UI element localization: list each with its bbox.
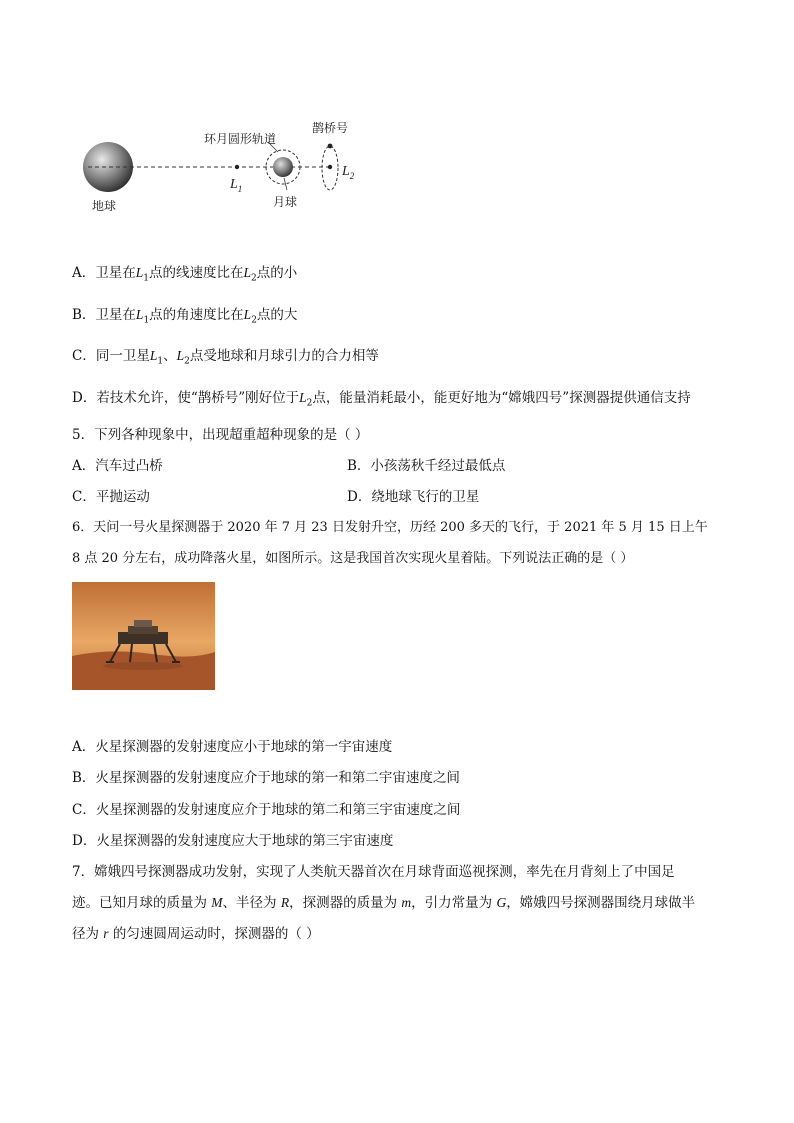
q6-stem-line-2: 8 点 20 分左右，成功降落火星，如图所示。这是我国首次实现火星着陆。下列说法正确的是（ ） [72, 551, 634, 566]
q6-stem-line-1: 6．天问一号火星探测器于 2020 年 7 月 23 日发射升空，历经 200 多天的飞行，于 2021 年 5 月 15 日上午 [72, 520, 708, 535]
q4-option-d: D．若技术允许，使“鹊桥号”刚好位于$L_2$点，能量消耗最小，能更好地为“嫦娥四号”探测器提供通信支持 [72, 390, 691, 409]
q5-option-a: A．汽车过凸桥 [72, 458, 163, 474]
relay-label: 鹊桥号 [312, 121, 349, 135]
orbit-label: 环月圆形轨道 [204, 132, 277, 146]
q4-option-b: B．卫星在$L_1$点的角速度比在$L_2$点的大 [72, 307, 298, 326]
q5-option-c: C．平抛运动 [72, 489, 150, 505]
q4-option-a: A．卫星在$L_1$点的线速度比在$L_2$点的小 [72, 265, 298, 284]
mars-lander-photo [72, 582, 215, 690]
q5-option-b: B．小孩荡秋千经过最低点 [347, 458, 506, 474]
q5-stem: 5．下列各种现象中，出现超重超种现象的是（ ） [72, 427, 369, 443]
q6-option-d: D．火星探测器的发射速度应大于地球的第三宇宙速度 [72, 833, 394, 849]
q7-stem-line-2: 迹。已知月球的质量为 M、半径为 R，探测器的质量为 m，引力常量为 G，嫦娥四号探测器围绕月球做半 [72, 895, 696, 911]
relay-satellite [328, 144, 333, 149]
l1-point [235, 165, 239, 169]
earth-label: 地球 [92, 199, 117, 213]
q6-option-c: C．火星探测器的发射速度应介于地球的第二和第三宇宙速度之间 [72, 802, 461, 818]
q5-option-d: D．绕地球飞行的卫星 [347, 489, 480, 505]
q4-option-c: C．同一卫星$L_1$、$L_2$点受地球和月球引力的合力相等 [72, 348, 379, 367]
q7-stem-line-1: 7．嫦娥四号探测器成功发射，实现了人类航天器首次在月球背面巡视探测，率先在月背刻上了中国足 [72, 864, 675, 880]
l2-point [328, 165, 332, 169]
l2-label: $L_2$ [342, 164, 355, 181]
moon-label: 月球 [273, 195, 298, 209]
q6-option-a: A．火星探测器的发射速度应小于地球的第一宇宙速度 [72, 739, 393, 755]
q6-option-b: B．火星探测器的发射速度应介于地球的第一和第二宇宙速度之间 [72, 770, 460, 786]
earth-moon-lagrange-diagram [80, 115, 380, 220]
l1-label: $L_1$ [230, 177, 243, 194]
q7-stem-line-3: 径为 r 的匀速圆周运动时，探测器的（ ） [72, 926, 320, 942]
moon [273, 157, 293, 177]
